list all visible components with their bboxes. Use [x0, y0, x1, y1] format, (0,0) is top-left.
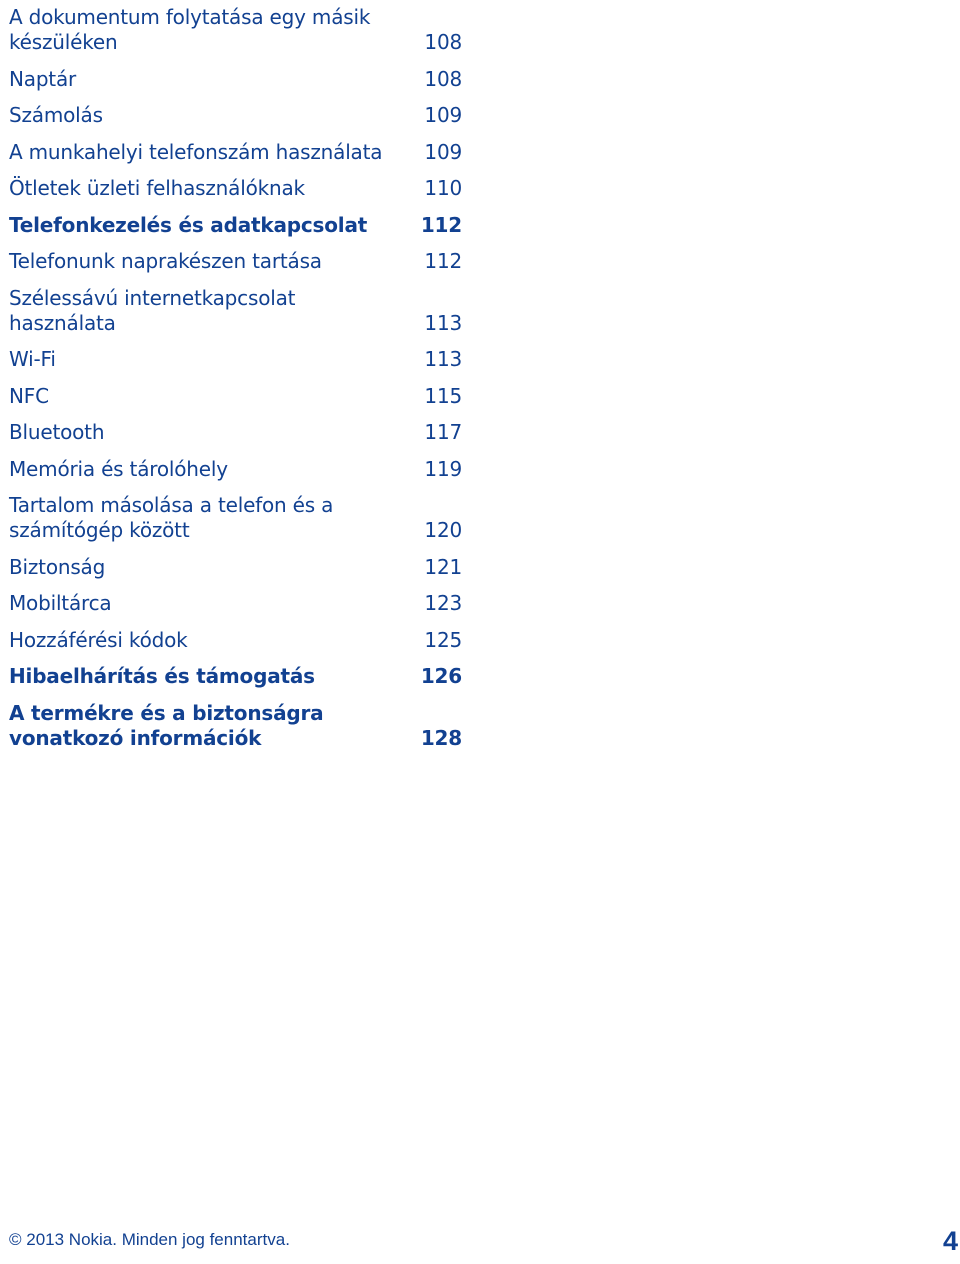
toc-entry-title: Ötletek üzleti felhasználóknak [9, 176, 305, 200]
toc-entry-title: Bluetooth [9, 420, 105, 444]
toc-entry-title: Telefonkezelés és adatkapcsolat [9, 212, 368, 237]
toc-entry[interactable] [9, 347, 462, 372]
toc-entry[interactable] [9, 493, 462, 543]
table-of-contents [9, 5, 462, 762]
toc-entry-title: Mobiltárca [9, 591, 112, 615]
toc-entry-title: Hozzáférési kódok [9, 627, 188, 652]
toc-entry-title: A munkahelyi telefonszám használata [9, 139, 383, 164]
toc-entry-page: 120 [424, 518, 462, 542]
toc-entry[interactable] [9, 384, 462, 409]
toc-entry-title: Naptár [9, 66, 77, 91]
toc-entry[interactable] [9, 140, 462, 165]
toc-entry-title: Memória és tárolóhely [9, 456, 228, 481]
toc-entry-page: 112 [424, 249, 462, 273]
toc-entry[interactable] [9, 286, 462, 336]
page-number: 4 [942, 1226, 958, 1256]
toc-entry-page: 125 [424, 627, 462, 652]
toc-entry-page: 110 [424, 176, 462, 200]
toc-entry[interactable] [9, 103, 462, 128]
toc-entry-page: 117 [424, 420, 462, 444]
toc-entry-title: Wi-Fi [9, 347, 56, 371]
toc-entry-title: NFC [9, 383, 49, 408]
toc-entry-title: Biztonság [9, 554, 106, 579]
toc-entry-page: 108 [424, 30, 462, 54]
toc-entry[interactable] [9, 249, 462, 274]
toc-entry-page: 128 [420, 725, 462, 750]
toc-entry-title: Számolás [9, 103, 103, 127]
toc-section-heading[interactable] [9, 701, 462, 751]
toc-entry-page: 109 [424, 103, 462, 127]
toc-entry-page: 119 [424, 456, 462, 481]
toc-entry[interactable] [9, 555, 462, 580]
toc-section-heading[interactable] [9, 664, 462, 689]
page-footer [9, 1228, 960, 1258]
toc-section-heading[interactable] [9, 213, 462, 238]
toc-entry-title: Telefonunk naprakészen tartása [9, 249, 322, 273]
toc-entry-page: 113 [424, 347, 462, 371]
toc-entry-title: Szélessávú internetkapcsolat használata [9, 285, 296, 335]
toc-entry[interactable] [9, 420, 462, 445]
toc-entry-title: Tartalom másolása a telefon és a számítógép között [9, 493, 334, 542]
toc-entry-page: 109 [424, 139, 462, 164]
toc-entry[interactable] [9, 176, 462, 201]
toc-entry-title: Hibaelhárítás és támogatás [9, 664, 315, 688]
toc-entry[interactable] [9, 67, 462, 92]
toc-entry-title: A termékre és a biztonságra vonatkozó információk [9, 700, 324, 750]
toc-entry[interactable] [9, 457, 462, 482]
toc-entry-page: 112 [420, 212, 462, 237]
toc-entry-page: 123 [424, 591, 462, 615]
toc-entry[interactable] [9, 5, 462, 55]
toc-entry-title: A dokumentum folytatása egy másik készüléken [9, 5, 371, 54]
toc-entry-page: 126 [420, 664, 462, 688]
toc-entry-page: 121 [424, 554, 462, 579]
toc-entry[interactable] [9, 591, 462, 616]
toc-entry-page: 113 [424, 310, 462, 335]
toc-entry[interactable] [9, 628, 462, 653]
toc-entry-page: 108 [424, 66, 462, 91]
toc-entry-page: 115 [424, 383, 462, 408]
copyright-notice: © 2013 Nokia. Minden jog fenntartva. [9, 1230, 290, 1249]
